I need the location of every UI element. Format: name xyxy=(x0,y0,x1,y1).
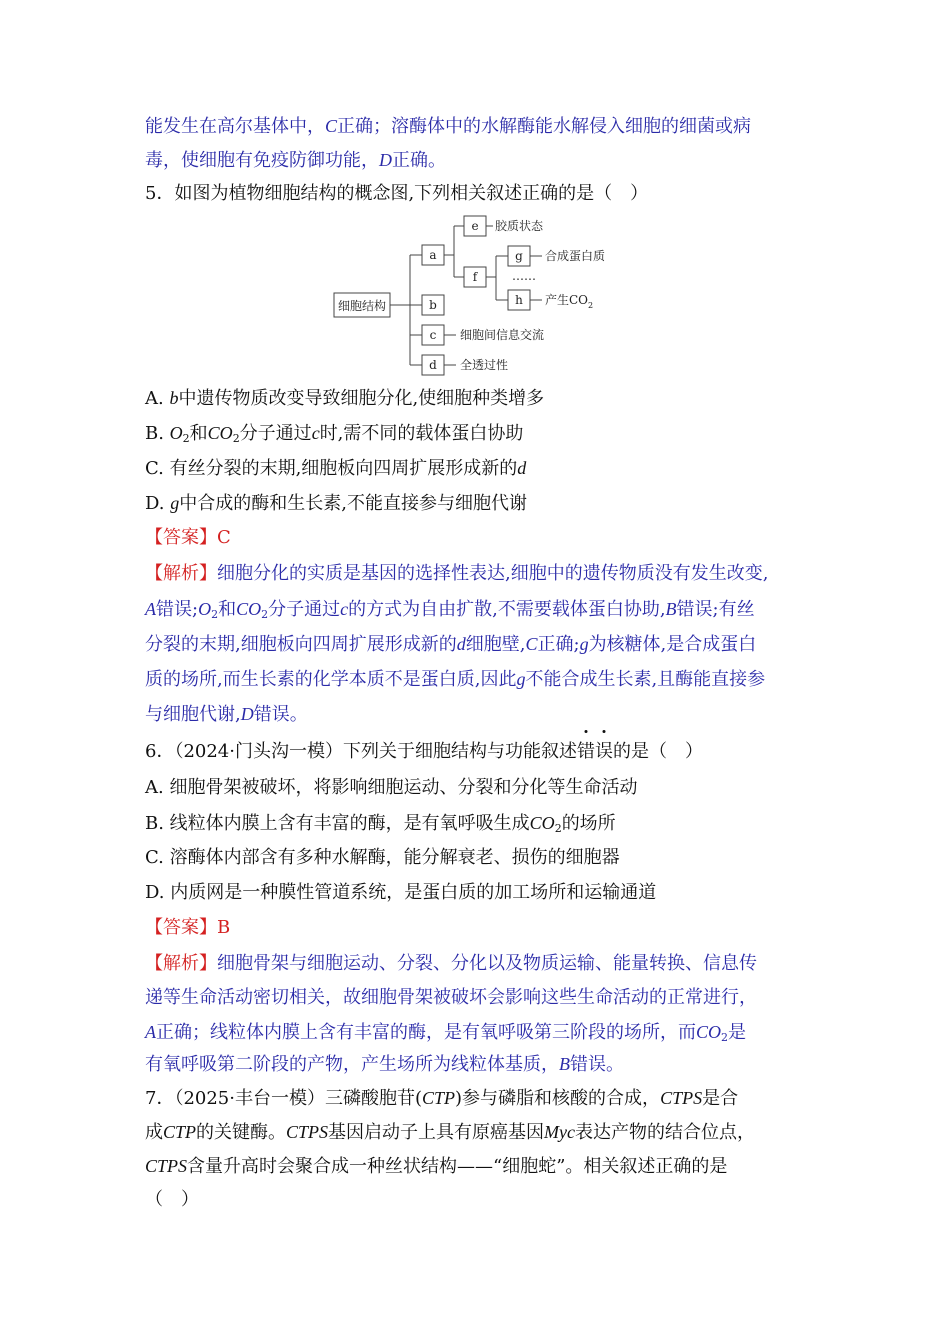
box-g-label: g xyxy=(515,249,523,263)
q5-explanation-1: 【解析】细胞分化的实质是基因的选择性表达,细胞中的遗传物质没有发生改变, xyxy=(145,563,769,584)
box-a-label: a xyxy=(429,248,437,262)
emphasis-char-1: 错 xyxy=(577,740,595,764)
q7-line-1: 7．（2025·丰台一模）三磷酸胞苷(CTP)参与磷脂和核酸的合成，CTPS是合 xyxy=(145,1088,739,1109)
cell-structure-concept-diagram xyxy=(330,210,630,380)
a-branches xyxy=(444,226,464,277)
q5-option-c: C. 有丝分裂的末期,细胞板向四周扩展形成新的d xyxy=(145,458,527,479)
e-description: 胶质状态 xyxy=(495,219,544,233)
q6-option-a: A. 细胞骨架被破坏，将影响细胞运动、分裂和分化等生命活动 xyxy=(145,777,638,798)
box-f-label: f xyxy=(472,270,478,284)
q6-stem: 6．（2024·门头沟一模）下列关于细胞结构与功能叙述 错 误的是（ ） xyxy=(145,740,703,764)
q5-option-d: D. g中合成的酶和生长素,不能直接参与细胞代谢 xyxy=(145,493,527,514)
emphasis-char-2: 误 xyxy=(595,740,613,764)
q6-explanation-4: 有氧呼吸第二阶段的产物，产生场所为线粒体基质，B错误。 xyxy=(145,1054,624,1075)
q5-explanation-4: 质的场所,而生长素的化学本质不是蛋白质,因此g不能合成生长素,且酶能直接参 xyxy=(145,669,766,690)
intro-line-2: 毒，使细胞有免疫防御功能，D正确。 xyxy=(145,150,446,171)
c-description: 细胞间信息交流 xyxy=(460,328,545,342)
q6-option-b: B. 线粒体内膜上含有丰富的酶，是有氧呼吸生成$CO_2$的场所 xyxy=(145,813,616,835)
q6-explanation-1: 【解析】细胞骨架与细胞运动、分裂、分化以及物质运输、能量转换、信息传 xyxy=(145,953,757,974)
q6-explanation-3: A正确；线粒体内膜上含有丰富的酶，是有氧呼吸第三阶段的场所，而$CO_2$是 xyxy=(145,1022,747,1044)
main-branches xyxy=(410,255,422,365)
h-description: 产生$CO_2$ xyxy=(545,293,594,310)
box-e-label: e xyxy=(471,219,479,233)
box-b-label: b xyxy=(429,298,437,312)
q5-explanation-2: A错误$;O_2$和$CO_2$分子通过c的方式为自由扩散,不需要载体蛋白协助,B错误;有丝 xyxy=(145,599,755,621)
q6-option-c: C. 溶酶体内部含有多种水解酶，能分解衰老、损伤的细胞器 xyxy=(145,847,620,868)
q6-option-d: D. 内质网是一种膜性管道系统，是蛋白质的加工场所和运输通道 xyxy=(145,882,657,903)
d-description: 全透过性 xyxy=(460,358,509,372)
q6-explanation-2: 递等生命活动密切相关，故细胞骨架被破坏会影响这些生命活动的正常进行， xyxy=(145,987,757,1008)
q5-answer: 【答案】C xyxy=(145,527,231,548)
q7-line-2: 成CTP的关键酶。CTPS基因启动子上具有原癌基因Myc表达产物的结合位点， xyxy=(145,1122,756,1143)
root-label: 细胞结构 xyxy=(337,299,387,313)
q6-answer: 【答案】B xyxy=(145,917,231,938)
q7-line-3: CTPS含量升高时会聚合成一种丝状结构——“细胞蛇”。相关叙述正确的是 xyxy=(145,1156,728,1177)
f-branches xyxy=(486,256,508,300)
c-d-connectors xyxy=(444,335,456,365)
q5-explanation-3: 分裂的末期,细胞板向四周扩展形成新的d细胞壁,C正确;g为核糖体,是合成蛋白 xyxy=(145,634,757,655)
q7-line-4: （ ） xyxy=(145,1189,199,1210)
ellipsis: …… xyxy=(512,269,536,283)
intro-line-1: 能发生在高尔基体中，C正确；溶酶体中的水解酶能水解侵入细胞的细菌或病 xyxy=(145,116,752,137)
box-c-label: c xyxy=(429,328,437,342)
g-description: 合成蛋白质 xyxy=(545,249,606,263)
q5-stem: 5．如图为植物细胞结构的概念图,下列相关叙述正确的是（ ） xyxy=(145,183,649,204)
q5-option-a: A. b中遗传物质改变导致细胞分化,使细胞种类增多 xyxy=(145,388,545,409)
q5-explanation-5: 与细胞代谢,D错误。 xyxy=(145,704,308,725)
box-h-label: h xyxy=(515,293,523,307)
box-d-label: d xyxy=(429,358,437,372)
q5-option-b: B. $O_2$和$CO_2$分子通过c时,需不同的载体蛋白协助 xyxy=(145,423,524,445)
